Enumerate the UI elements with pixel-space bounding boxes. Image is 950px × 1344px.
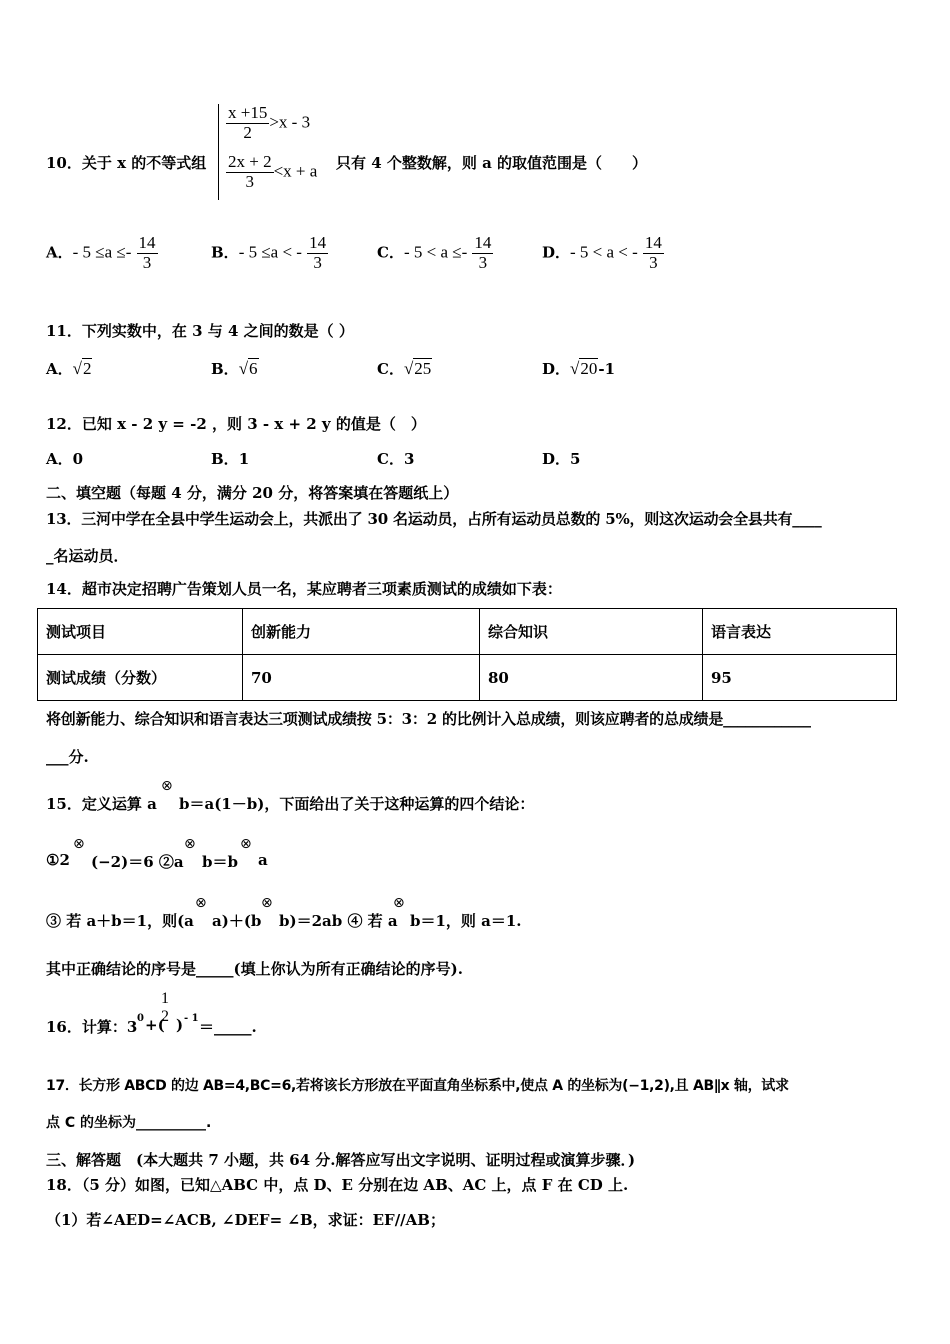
q15-c3-c: b)＝2ab ④ 若 a (279, 912, 398, 930)
q13-line1: 13．三河中学在全县中学生运动会上，共派出了 30 名运动员，占所有运动员总数的 5%，则这次运动会全县共有____ (46, 510, 822, 528)
option-expr: - 5 < a ≤- (403, 242, 468, 262)
q18-part1: （1）若∠AED=∠ACB, ∠DEF= ∠B，求证：EF//AB； (46, 1211, 445, 1229)
q10-stem-suffix: 只有 4 个整数解，则 a 的取值范围是（ ） (336, 154, 648, 172)
ineq2-numerator: 2x + 2 (228, 152, 272, 171)
q17-line1: 17．长方形 ABCD 的边 AB=4,BC=6,若将该长方形放在平面直角坐标系中,使点 A 的坐标为(−1,2),且 AB∥x 轴，试求 (46, 1078, 789, 1094)
otimes-icon: ⊗ (195, 895, 207, 911)
otimes-icon: ⊗ (73, 836, 85, 852)
option-letter: C． (377, 450, 404, 468)
option-letter: B． (211, 360, 239, 378)
q10-option-d[interactable] (542, 234, 664, 272)
q16-prefix: 16．计算：3 (46, 1018, 138, 1036)
sqrt-expr: √6 (238, 359, 258, 378)
fraction-numerator: 1 (161, 990, 169, 1007)
table-cell: 测试成绩（分数） (38, 655, 243, 701)
q16-exponent-zero: 0 (137, 1013, 144, 1024)
q10-stem-prefix: 10．关于 x 的不等式组 (46, 154, 207, 172)
option-expr: - 5 < a < - (570, 242, 638, 262)
table-header-row (38, 609, 897, 655)
sqrt-expr: √2 (72, 359, 92, 378)
q14-after-line2: ___分. (46, 748, 89, 766)
q15-stem-a: 15．定义运算 a (46, 795, 157, 813)
sqrt-expr: √25 (403, 359, 432, 378)
option-letter: D． (542, 243, 571, 262)
radicand: 25 (414, 359, 432, 378)
otimes-icon: ⊗ (393, 895, 405, 911)
q15-c1-b: (−2)＝6 ②a (91, 853, 184, 871)
option-letter: B． (211, 243, 239, 262)
q16-plus: +( (145, 1016, 165, 1034)
q15-c3-d: b＝1，则 a＝1. (410, 912, 522, 930)
table-header-cell: 语言表达 (703, 609, 897, 655)
q17-line2: 点 C 的坐标为__________. (46, 1115, 212, 1131)
q12-stem: 12．已知 x - 2 y = -2 ，则 3 - x + 2 y 的值是（ ） (46, 415, 426, 433)
ineq2-rhs: <x + a (273, 161, 318, 181)
table-cell: 80 (480, 655, 703, 701)
q14-after-line1: 将创新能力、综合知识和语言表达三项测试成绩按 5：3：2 的比例计入总成绩，则该应聘者的总成绩是____________ (46, 710, 811, 728)
q10-inequality-1 (226, 104, 310, 142)
option-expr: - 5 ≤a ≤- (72, 242, 132, 262)
otimes-icon: ⊗ (240, 836, 252, 852)
q12-option-b[interactable] (211, 448, 249, 469)
q14-stem: 14．超市决定招聘广告策划人员一名，某应聘者三项素质测试的成绩如下表： (46, 580, 562, 598)
option-suffix: -1 (598, 360, 616, 378)
option-letter: C． (377, 360, 404, 378)
otimes-icon: ⊗ (261, 895, 273, 911)
option-value: 0 (72, 450, 84, 468)
option-letter: A． (46, 360, 73, 378)
q11-option-a[interactable] (46, 358, 92, 379)
option-num: 14 (309, 233, 327, 252)
ineq1-denominator: 2 (243, 122, 252, 142)
table-header-cell: 综合知识 (480, 609, 703, 655)
radicand: 6 (249, 359, 258, 378)
ineq1-numerator: x +15 (228, 103, 268, 122)
q12-option-a[interactable] (46, 448, 83, 469)
option-num: 14 (138, 233, 156, 252)
q11-option-d[interactable] (542, 358, 615, 379)
table-header-cell: 测试项目 (38, 609, 243, 655)
q15-c1-a: ①2 (46, 851, 70, 869)
option-expr: - 5 ≤a < - (238, 242, 302, 262)
option-letter: D． (542, 360, 571, 378)
otimes-icon: ⊗ (184, 836, 196, 852)
q15-c3-b: a)＋(b (212, 912, 262, 930)
radicand: 2 (82, 359, 92, 378)
section3-heading: 三、解答题 (本大题共 7 小题，共 64 分.解答应写出文字说明、证明过程或演算步骤．) (46, 1151, 636, 1169)
q12-option-c[interactable] (377, 448, 414, 469)
q11-stem: 11．下列实数中，在 3 与 4 之间的数是（ ） (46, 322, 354, 340)
option-letter: A． (46, 450, 73, 468)
q16-close: ) (176, 1016, 184, 1034)
table-header-cell: 创新能力 (243, 609, 480, 655)
q10-option-c[interactable] (377, 234, 493, 272)
ineq1-rhs: >x - 3 (269, 112, 311, 132)
q10-inequality-2 (226, 153, 317, 191)
option-den: 3 (142, 252, 152, 272)
q13-line2: _名运动员． (46, 547, 129, 565)
q18-stem: 18．（5 分）如图，已知△ABC 中，点 D、E 分别在边 AB、AC 上，点 F 在 CD 上. (46, 1176, 629, 1194)
q16-exponent: - 1 (184, 1013, 199, 1024)
q12-option-d[interactable] (542, 448, 580, 469)
q15-tail: 其中正确结论的序号是_____(填上你认为所有正确结论的序号). (46, 960, 463, 978)
ineq2-denominator: 3 (245, 171, 255, 191)
section2-heading: 二、填空题（每题 4 分，满分 20 分，将答案填在答题纸上） (46, 484, 459, 502)
option-letter: C． (377, 243, 404, 262)
q16-suffix: ＝_____. (199, 1018, 257, 1036)
option-letter: A． (46, 243, 73, 262)
table-cell: 95 (703, 655, 897, 701)
option-letter: B． (211, 450, 239, 468)
option-value: 3 (403, 450, 415, 468)
option-num: 14 (474, 233, 492, 252)
table-cell: 70 (243, 655, 480, 701)
option-den: 3 (478, 252, 488, 272)
q11-option-c[interactable] (377, 358, 432, 379)
option-letter: D． (542, 450, 571, 468)
q16-fraction (159, 990, 171, 1025)
q10-option-a[interactable] (46, 234, 158, 272)
option-value: 1 (238, 450, 250, 468)
q15-c3-a: ③ 若 a＋b＝1，则(a (46, 912, 194, 930)
q15-stem-b: b＝a(1－b)，下面给出了关于这种运算的四个结论： (179, 795, 535, 813)
q10-option-b[interactable] (211, 234, 328, 272)
table-row (38, 655, 897, 701)
option-den: 3 (649, 252, 658, 272)
fraction-denominator: 2 (161, 1007, 169, 1025)
option-num: 14 (644, 233, 662, 252)
otimes-icon: ⊗ (161, 778, 173, 794)
q11-option-b[interactable] (211, 358, 259, 379)
q15-c1-d: a (258, 851, 268, 869)
radicand: 20 (580, 359, 598, 378)
score-table (37, 608, 897, 701)
q15-c1-c: b＝b (202, 853, 238, 871)
sqrt-expr: √20 (570, 359, 598, 378)
option-value: 5 (570, 450, 581, 468)
option-den: 3 (313, 252, 322, 272)
